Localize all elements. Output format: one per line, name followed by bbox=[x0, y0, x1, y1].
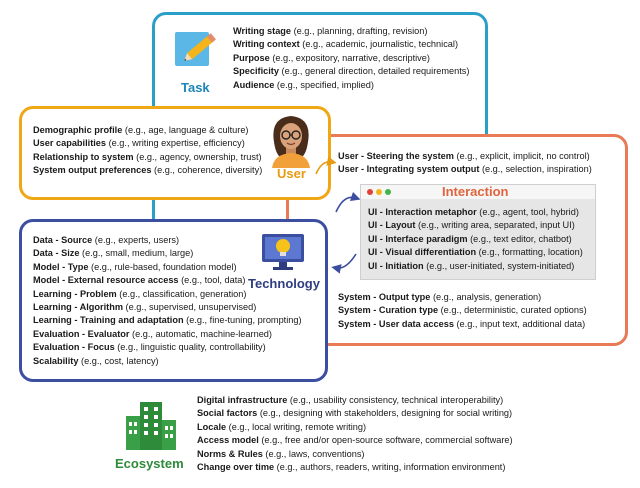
person-avatar-icon bbox=[266, 112, 316, 173]
interaction-ui-item-description: (e.g., text editor, chatbot) bbox=[467, 233, 572, 244]
user-item bbox=[33, 151, 262, 164]
user-title: User bbox=[277, 166, 306, 181]
task-list bbox=[233, 25, 469, 92]
technology-item-label: Model - Type bbox=[33, 261, 89, 272]
ecosystem-item-label: Social factors bbox=[197, 408, 258, 419]
ecosystem-item-description: (e.g., designing with stakeholders, designing for social writing) bbox=[257, 408, 513, 419]
interaction-user-list bbox=[338, 150, 592, 177]
task-item bbox=[233, 38, 469, 51]
ecosystem-item-label: Digital infrastructure bbox=[197, 395, 288, 405]
ecosystem-item bbox=[197, 394, 513, 407]
double-arrow-icon bbox=[312, 156, 336, 178]
interaction-system-list bbox=[338, 291, 587, 331]
technology-item-description: (e.g., automatic, machine-learned) bbox=[129, 328, 272, 339]
interaction-ui-item-label: UI - Interface paradigm bbox=[368, 233, 468, 244]
task-item-description: (e.g., expository, narrative, descriptive) bbox=[269, 52, 430, 63]
interaction-title: Interaction bbox=[442, 184, 509, 199]
interaction-ui-item-label: UI - Initiation bbox=[368, 260, 424, 271]
interaction-user-item-label: User - Integrating system output bbox=[338, 164, 480, 175]
interaction-ui-item-label: UI - Layout bbox=[368, 220, 416, 231]
technology-item-description: (e.g., small, medium, large) bbox=[79, 248, 194, 259]
maximize-dot-icon bbox=[385, 189, 391, 195]
technology-item bbox=[33, 355, 302, 368]
user-item bbox=[33, 164, 262, 177]
task-item bbox=[233, 65, 469, 78]
interaction-ui-item bbox=[368, 233, 583, 246]
city-buildings-icon bbox=[124, 398, 178, 455]
technology-item-label: Data - Size bbox=[33, 248, 80, 259]
interaction-user-item bbox=[338, 150, 592, 163]
double-arrow-icon bbox=[330, 250, 360, 276]
interaction-ui-item-label: UI - Interaction metaphor bbox=[368, 207, 477, 217]
minimize-dot-icon bbox=[376, 189, 382, 195]
task-item-label: Writing context bbox=[233, 39, 300, 50]
technology-item-label: Learning - Problem bbox=[33, 288, 117, 299]
interaction-system-item-description: (e.g., analysis, generation) bbox=[430, 292, 542, 302]
interaction-ui-list bbox=[368, 206, 583, 273]
technology-item bbox=[33, 328, 302, 341]
technology-item-label: Evaluation - Evaluator bbox=[33, 328, 130, 339]
technology-item-label: Data - Source bbox=[33, 235, 93, 245]
technology-item-description: (e.g., tool, data) bbox=[178, 275, 246, 286]
interaction-system-item bbox=[338, 304, 587, 317]
ecosystem-item-label: Locale bbox=[197, 421, 227, 432]
technology-item-description: (e.g., supervised, unsupervised) bbox=[123, 302, 257, 313]
task-item-description: (e.g., general direction, detailed requirements) bbox=[278, 66, 470, 77]
technology-item-description: (e.g., experts, users) bbox=[92, 235, 180, 245]
interaction-ui-item bbox=[368, 260, 583, 273]
ecosystem-item bbox=[197, 461, 513, 474]
interaction-ui-item-description: (e.g., writing area, separated, input UI) bbox=[415, 220, 575, 231]
user-item-label: System output preferences bbox=[33, 165, 152, 176]
ecosystem-item-label: Change over time bbox=[197, 462, 275, 473]
interaction-ui-item-description: (e.g., agent, tool, hybrid) bbox=[476, 207, 579, 217]
ecosystem-item-label: Norms & Rules bbox=[197, 448, 263, 459]
ecosystem-item-description: (e.g., usability consistency, technical interoperability) bbox=[287, 395, 504, 405]
technology-item-label: Model - External resource access bbox=[33, 275, 179, 286]
pencil-paper-icon bbox=[173, 26, 221, 75]
user-item bbox=[33, 124, 262, 137]
technology-title: Technology bbox=[248, 276, 320, 291]
interaction-user-item-description: (e.g., selection, inspiration) bbox=[479, 164, 592, 175]
user-item-description: (e.g., agency, ownership, trust) bbox=[133, 151, 262, 162]
task-item-description: (e.g., planning, drafting, revision) bbox=[291, 26, 428, 36]
interaction-ui-item-description: (e.g., formatting, location) bbox=[476, 247, 583, 258]
interaction-ui-item bbox=[368, 206, 583, 219]
technology-item bbox=[33, 341, 302, 354]
interaction-user-item-description: (e.g., explicit, implicit, no control) bbox=[453, 151, 590, 161]
ecosystem-item-label: Access model bbox=[197, 435, 259, 446]
user-item-description: (e.g., writing expertise, efficiency) bbox=[106, 138, 245, 149]
technology-item-label: Evaluation - Focus bbox=[33, 342, 115, 353]
user-item-description: (e.g., age, language & culture) bbox=[122, 125, 249, 135]
task-item bbox=[233, 79, 469, 92]
computer-lightbulb-icon bbox=[260, 228, 306, 277]
ecosystem-item bbox=[197, 421, 513, 434]
technology-item-description: (e.g., classification, generation) bbox=[116, 288, 247, 299]
ecosystem-list bbox=[197, 394, 513, 474]
user-item-label: Demographic profile bbox=[33, 125, 123, 135]
ecosystem-item-description: (e.g., laws, conventions) bbox=[262, 448, 365, 459]
ecosystem-title: Ecosystem bbox=[115, 456, 184, 471]
user-list bbox=[33, 124, 262, 178]
technology-item bbox=[33, 301, 302, 314]
interaction-ui-item bbox=[368, 246, 583, 259]
task-item-label: Specificity bbox=[233, 66, 279, 77]
ecosystem-item-description: (e.g., authors, readers, writing, information environment) bbox=[274, 462, 506, 473]
task-item bbox=[233, 52, 469, 65]
interaction-system-item-description: (e.g., deterministic, curated options) bbox=[438, 305, 587, 316]
technology-item-label: Learning - Training and adaptation bbox=[33, 315, 184, 326]
interaction-system-item-label: System - Curation type bbox=[338, 305, 439, 316]
technology-item-label: Scalability bbox=[33, 355, 79, 366]
task-item-description: (e.g., academic, journalistic, technical) bbox=[299, 39, 458, 50]
interaction-system-item-label: System - User data access bbox=[338, 318, 454, 329]
double-arrow-icon bbox=[330, 190, 360, 216]
task-item-label: Audience bbox=[233, 79, 275, 90]
ecosystem-item bbox=[197, 434, 513, 447]
task-item-label: Writing stage bbox=[233, 26, 292, 36]
interaction-user-item-label: User - Steering the system bbox=[338, 151, 454, 161]
user-item-label: User capabilities bbox=[33, 138, 107, 149]
task-item-description: (e.g., specified, implied) bbox=[274, 79, 374, 90]
task-title: Task bbox=[181, 80, 210, 95]
interaction-ui-item-label: UI - Visual differentiation bbox=[368, 247, 477, 258]
ecosystem-item-description: (e.g., local writing, remote writing) bbox=[226, 421, 367, 432]
technology-item-description: (e.g., cost, latency) bbox=[78, 355, 159, 366]
technology-item-label: Learning - Algorithm bbox=[33, 302, 123, 313]
interaction-user-item bbox=[338, 163, 592, 176]
ecosystem-item-description: (e.g., free and/or open-source software, commercial software) bbox=[258, 435, 513, 446]
interaction-system-item bbox=[338, 291, 587, 304]
task-item bbox=[233, 25, 469, 38]
interaction-system-item-description: (e.g., input text, additional data) bbox=[453, 318, 586, 329]
close-dot-icon bbox=[367, 189, 373, 195]
technology-item bbox=[33, 314, 302, 327]
user-item-label: Relationship to system bbox=[33, 151, 134, 162]
interaction-system-item-label: System - Output type bbox=[338, 292, 431, 302]
interaction-ui-item-description: (e.g., user-initiated, system-initiated) bbox=[423, 260, 575, 271]
task-item-label: Purpose bbox=[233, 52, 270, 63]
technology-item-description: (e.g., fine-tuning, prompting) bbox=[183, 315, 302, 326]
ecosystem-item bbox=[197, 448, 513, 461]
technology-item-description: (e.g., linguistic quality, controllability) bbox=[114, 342, 266, 353]
interaction-system-item bbox=[338, 318, 587, 331]
technology-item-description: (e.g., rule-based, foundation model) bbox=[88, 261, 237, 272]
interaction-ui-item bbox=[368, 219, 583, 232]
user-item-description: (e.g., coherence, diversity) bbox=[151, 165, 263, 176]
ecosystem-item bbox=[197, 407, 513, 420]
user-item bbox=[33, 137, 262, 150]
